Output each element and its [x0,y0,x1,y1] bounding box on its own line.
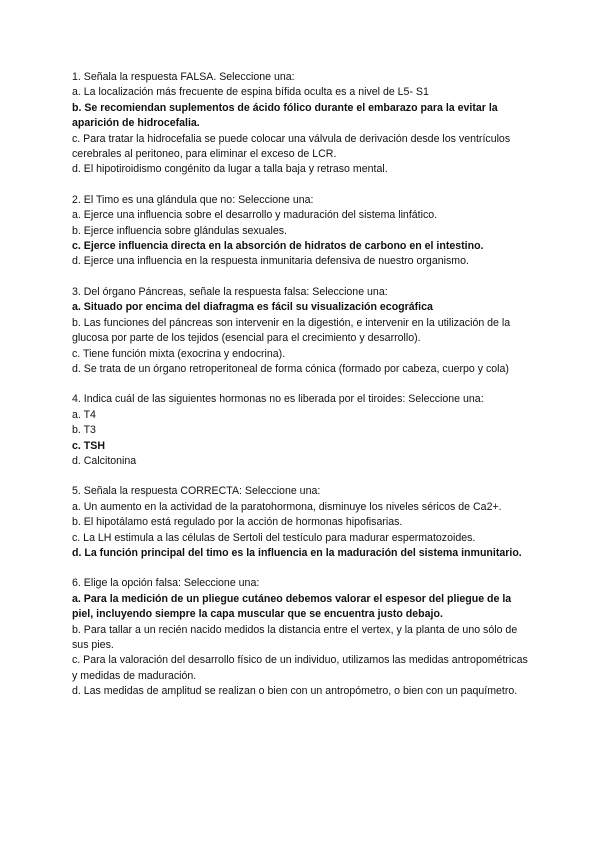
answer-option-d: d. Ejerce una influencia en la respuesta inmunitaria defensiva de nuestro organismo. [72,255,469,268]
question-3 [72,285,528,377]
question-prompt: 6. Elige la opción falsa: Seleccione una: [72,577,260,590]
question-prompt: 1. Señala la respuesta FALSA. Seleccione una: [72,71,295,83]
answer-option-c-highlighted: c. Ejerce influencia directa en la absorción de hidratos de carbono en el intestino. [72,240,484,253]
question-prompt: 4. Indica cuál de las siguientes hormonas no es liberada por el tiroides: Seleccione una: [72,393,484,406]
answer-option-b-highlighted: b. Se recomiendan suplementos de ácido fólico durante el embarazo para la evitar la aparición de hidrocefalia. [72,101,498,130]
answer-option-c: c. Tiene función mixta (exocrina y endocrina). [72,347,286,360]
answer-option-c: c. Para la valoración del desarrollo físico de un individuo, utilizamos las medidas antropométricas y medidas de maduración. [72,654,528,682]
answer-option-a-highlighted: a. Situado por encima del diafragma es fácil su visualización ecográfica [72,301,433,314]
answer-option-b: b. Las funciones del páncreas son intervenir en la digestión, e intervenir en la utilización de la glucosa por parte de los tejidos (esencial para el crecimiento y desarrollo). [72,316,511,345]
answer-option-c: c. La LH estimula a las células de Sertoli del testículo para madurar espermatozoides. [72,531,476,544]
answer-option-d: d. Se trata de un órgano retroperitoneal de forma cónica (formado por cabeza, cuerpo y cola) [72,362,509,375]
answer-option-d: d. Las medidas de amplitud se realizan o bien con un antropómetro, o bien con un paquímetro. [72,685,518,698]
answer-option-b: b. Para tallar a un recién nacido medidos la distancia entre el vertex, y la planta de uno sólo de sus pies. [72,623,518,651]
question-prompt: 3. Del órgano Páncreas, señale la respuesta falsa: Seleccione una: [72,285,388,298]
question-prompt: 5. Señala la respuesta CORRECTA: Seleccione una: [72,485,321,498]
answer-option-d-highlighted: d. La función principal del timo es la influencia en la maduración del sistema inmunitario. [72,546,522,559]
question-6 [72,576,528,699]
document-page [72,70,528,715]
answer-option-b: b. Ejerce influencia sobre glándulas sexuales. [72,224,287,237]
question-2 [72,193,528,270]
question-5 [72,484,528,561]
question-1 [72,70,528,178]
answer-option-a: a. Un aumento en la actividad de la paratohormona, disminuye los niveles séricos de Ca2+. [72,500,502,513]
answer-option-b: b. T3 [72,424,96,437]
answer-option-b: b. El hipotálamo está regulado por la acción de hormonas hipofisarias. [72,516,403,529]
question-prompt: 2. El Timo es una glándula que no: Seleccione una: [72,193,314,206]
answer-option-c-highlighted: c. TSH [72,439,105,452]
answer-option-c: c. Para tratar la hidrocefalia se puede colocar una válvula de derivación desde los ventrículos cerebrales al peritoneo, para eliminar el exceso de LCR. [72,132,511,161]
question-4 [72,392,528,469]
answer-option-d: d. Calcitonina [72,454,137,467]
answer-option-a: a. La localización más frecuente de espina bífida oculta es a nivel de L5- S1 [72,86,429,99]
answer-option-d: d. El hipotiroidismo congénito da lugar a talla baja y retraso mental. [72,163,388,176]
answer-option-a: a. T4 [72,408,96,421]
answer-option-a: a. Ejerce una influencia sobre el desarrollo y maduración del sistema linfático. [72,209,438,222]
answer-option-a-highlighted: a. Para la medición de un pliegue cutáneo debemos valorar el espesor del pliegue de la piel, incluyendo siempre la capa muscular que se encuentra justo debajo. [72,592,512,621]
